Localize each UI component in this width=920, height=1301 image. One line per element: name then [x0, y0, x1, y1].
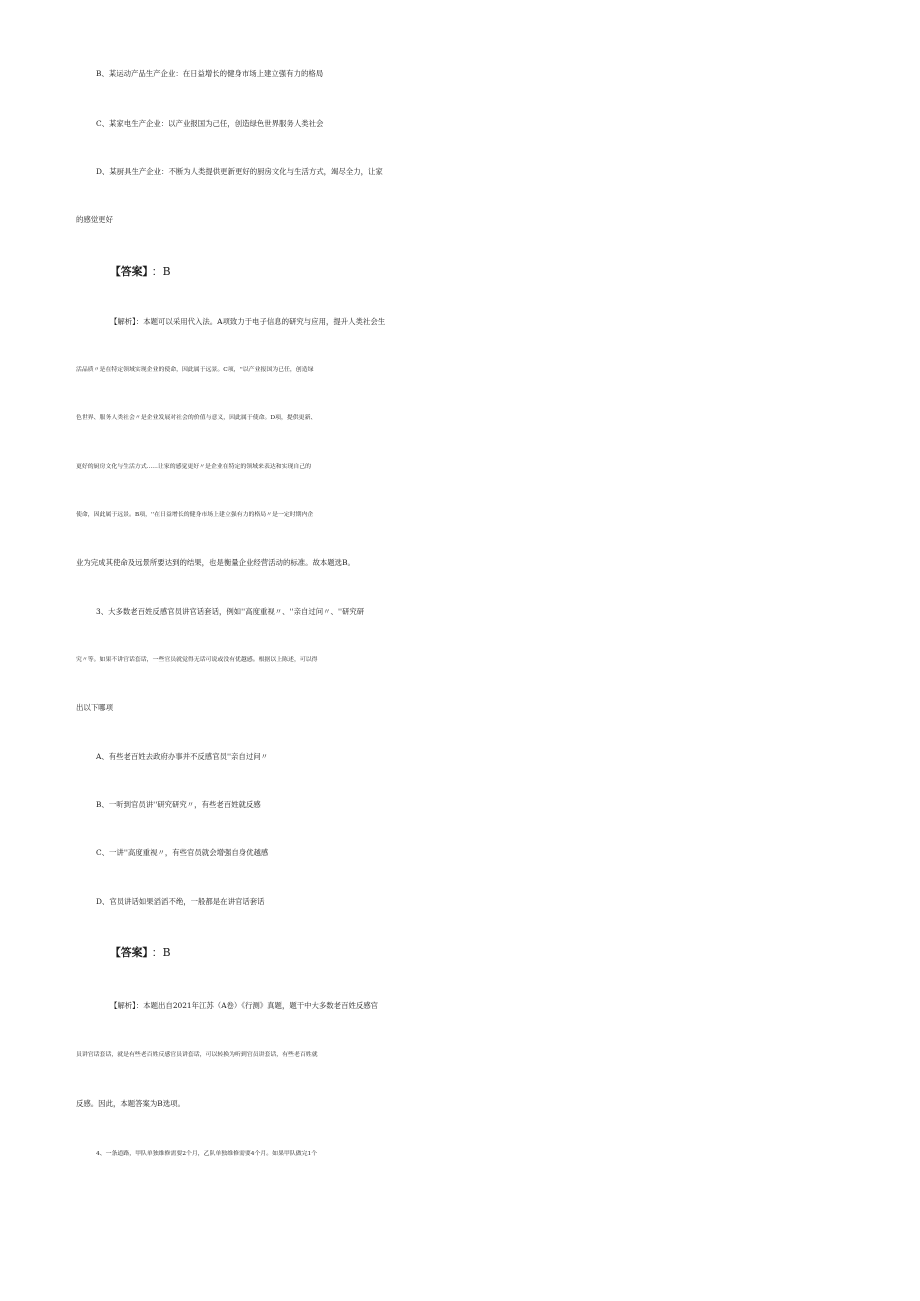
option-d-text: D、某厨具生产企业：不断为人类提供更新更好的厨房文化与生活方式，竭尽全力，让家 — [96, 167, 383, 176]
explanation-line: 业为完成其使命及远景所要达到的结果，也是衡量企业经营活动的标准。故本题选B。 — [76, 558, 355, 567]
option-b-text: B、某运动产品生产企业：在日益增长的健身市场上建立强有力的格局 — [96, 69, 324, 78]
question-4-text: 4、一条道路，甲队单独维修需要2个月，乙队单独维修需要4个月。如果甲队做完1个 — [96, 1151, 318, 1157]
explanation-line: 色世界、服务人类社会〃是企业发展对社会的价值与意义，因此属于使命。D项，提供更新、 — [76, 415, 317, 421]
option-d-text: D、官员讲话如果滔滔不绝，一般都是在讲官话套话 — [96, 897, 265, 906]
explanation-line: 使命，因此属于远景。B项，''在日益增长的健身市场上建立强有力的格局〃是一定时期内企 — [76, 512, 314, 518]
explanation-line: 【解析】：本题出自2021年江苏（A卷）《行测》真题，题干中大多数老百姓反感官 — [110, 1001, 379, 1010]
explanation-line: 更好的厨房文化与生活方式......让家的感觉更好〃是企业在特定的领域来表达和实现自己的 — [76, 464, 312, 470]
answer-label: 【答案】 — [110, 265, 148, 278]
explanation-line: 活品质〃是在特定领域实现企业的使命，因此属于远景。C项，''以产业报国为已任，创造绿 — [76, 367, 314, 373]
question-3-text: 出以下哪项 — [76, 703, 113, 712]
explanation-line: 反感。因此，本题答案为B选项。 — [76, 1099, 185, 1108]
answer-line — [0, 939, 920, 967]
question-3-text: 究〃等。如果不讲官话套话，一些官员就觉得无话可说或没有优越感。根据以上陈述，可以得 — [76, 657, 318, 663]
answer-value: ：B — [151, 946, 171, 959]
option-c-text: C、某家电生产企业：以产业报国为己任，创造绿色世界服务人类社会 — [96, 119, 324, 128]
option-a-text: A、有些老百姓去政府办事并不反感官员''亲自过问〃 — [96, 752, 268, 761]
option-c-text: C、一讲''高度重视〃，有些官员就会增强自身优越感 — [96, 848, 269, 857]
answer-value: ：B — [151, 265, 171, 278]
explanation-line: 员讲官话套话，就是有些老百姓反感官员讲套话，可以转换为听到官员讲套话，有些老百姓就 — [76, 1052, 318, 1058]
answer-label: 【答案】 — [110, 946, 148, 959]
option-d-text-cont: 的感觉更好 — [76, 215, 113, 224]
question-3-text: 3、大多数老百姓反感官员讲官话套话，例如''高度重视〃、''亲自过问〃、''研究研 — [96, 607, 365, 616]
answer-line — [0, 258, 920, 286]
option-b-text: B、一听到官员讲''研究研究〃，有些老百姓就反感 — [96, 800, 261, 809]
explanation-line: 【解析】：本题可以采用代入法。A项致力于电子信息的研究与应用，提升人类社会生 — [110, 317, 386, 326]
